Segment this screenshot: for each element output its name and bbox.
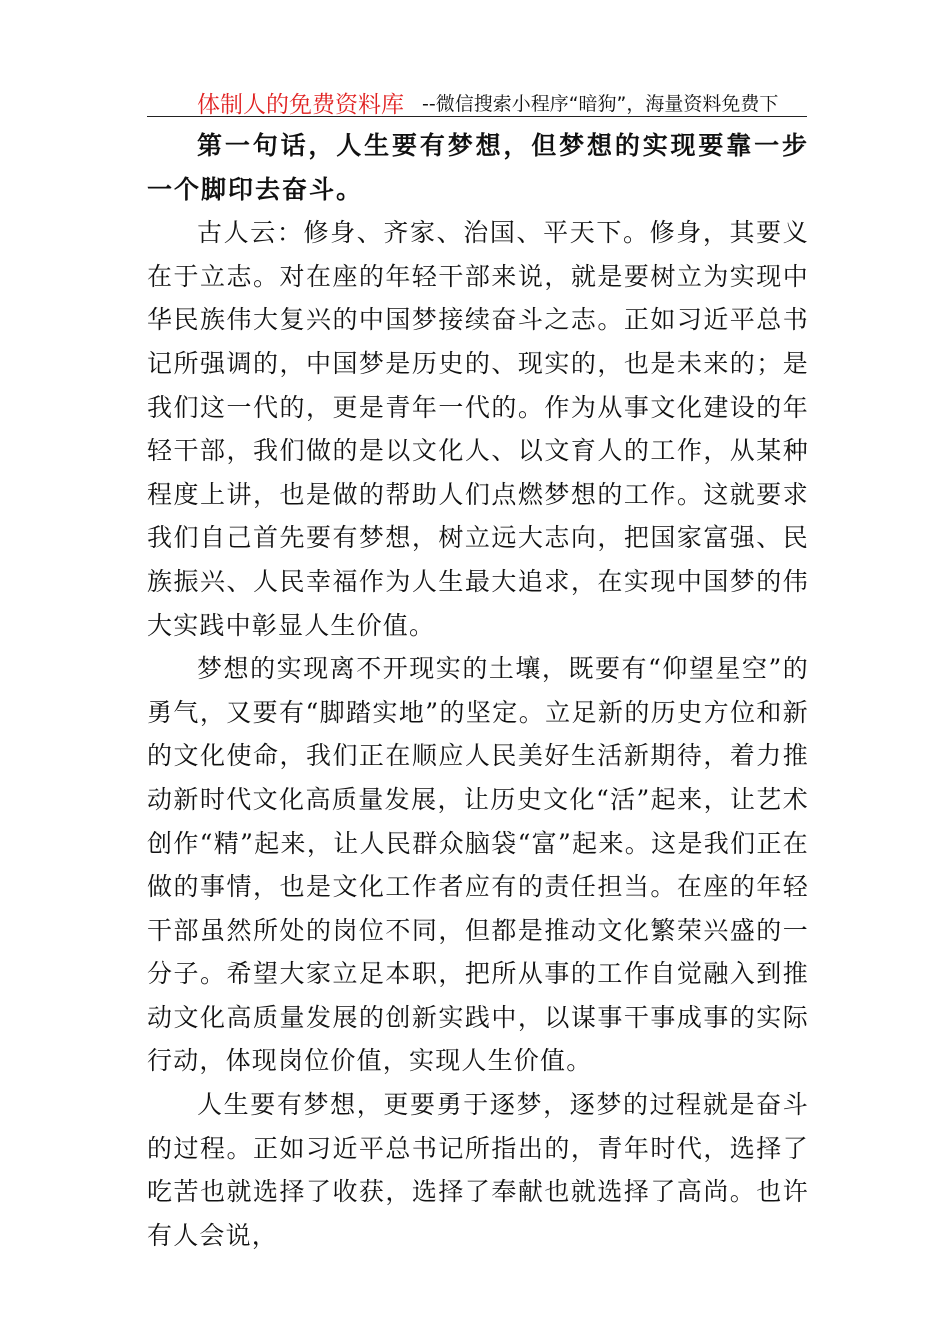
paragraph: 梦想的实现离不开现实的土壤，既要有“仰望星空”的勇气，又要有“脚踏实地”的坚定。立足新的历史方位和新的文化使命，我们正在顺应人民美好生活新期待，着力推动新时代文化高质量发展，让历史文化“活”起来，让艺术创作“精”起来，让人民群众脑袋“富”起来。这是我们正在做的事情，也是文化工作者应有的责任担当。在座的年轻干部虽然所处的岗位不同，但都是推动文化繁荣兴盛的一分子。希望大家立足本职，把所从事的工作自觉融入到推动文化高质量发展的创新实践中，以谋事干事成事的实际行动，体现岗位价值，实现人生价值。 [147, 654, 809, 1076]
header-brand: 体制人的免费资料库 [197, 92, 404, 117]
header-promo: --微信搜索小程序“暗狗”，海量资料免费下 [422, 93, 779, 115]
document-header [147, 84, 807, 117]
section-heading: 第一句话，人生要有梦想，但梦想的实现要靠一步一个脚印去奋斗。 [147, 131, 809, 204]
document-body [147, 124, 809, 1257]
paragraph: 人生要有梦想，更要勇于逐梦，逐梦的过程就是奋斗的过程。正如习近平总书记所指出的，青年时代，选择了吃苦也就选择了收获，选择了奉献也就选择了高尚。也许有人会说， [147, 1090, 809, 1250]
paragraph: 古人云：修身、齐家、治国、平天下。修身，其要义在于立志。对在座的年轻干部来说，就是要树立为实现中华民族伟大复兴的中国梦接续奋斗之志。正如习近平总书记所强调的，中国梦是历史的、现实的，也是未来的；是我们这一代的，更是青年一代的。作为从事文化建设的年轻干部，我们做的是以文化人、以文育人的工作，从某种程度上讲，也是做的帮助人们点燃梦想的工作。这就要求我们自己首先要有梦想，树立远大志向，把国家富强、民族振兴、人民幸福作为人生最大追求，在实现中国梦的伟大实践中彰显人生价值。 [147, 218, 809, 640]
